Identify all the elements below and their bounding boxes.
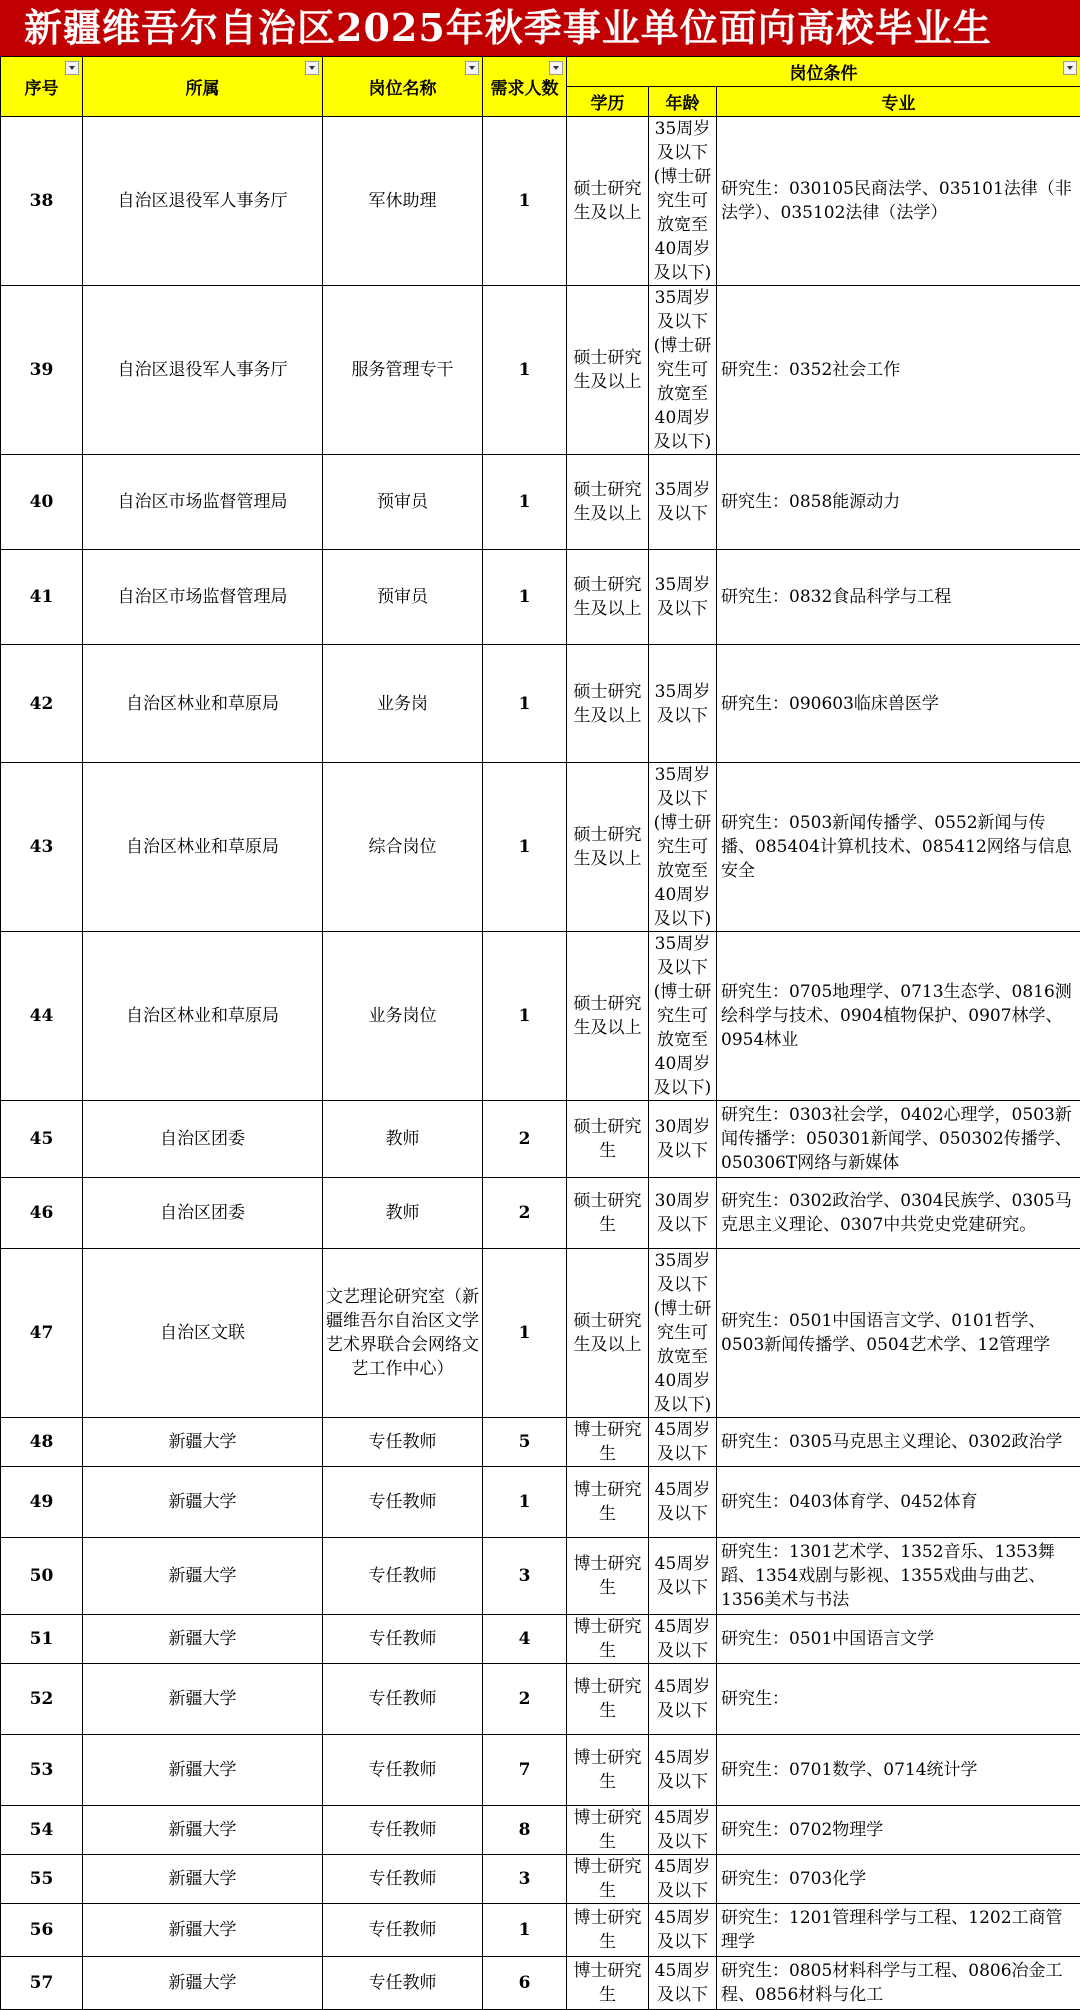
row-number: 57 bbox=[1, 1957, 83, 2010]
header-conditions: 岗位条件 bbox=[567, 57, 1080, 87]
table-row bbox=[1, 1735, 1080, 1806]
headcount-cell: 2 bbox=[483, 1664, 567, 1735]
department-cell: 新疆大学 bbox=[83, 1538, 323, 1615]
headcount-cell: 1 bbox=[483, 117, 567, 286]
row-number: 50 bbox=[1, 1538, 83, 1615]
major-cell: 研究生：0503新闻传播学、0552新闻与传播、085404计算机技术、085412网络与信息安全 bbox=[717, 763, 1080, 932]
table-row bbox=[1, 1178, 1080, 1249]
row-number: 45 bbox=[1, 1101, 83, 1178]
age-cell: 45周岁及以下 bbox=[649, 1806, 717, 1855]
age-cell: 45周岁及以下 bbox=[649, 1855, 717, 1904]
age-cell: 35周岁及以下 bbox=[649, 455, 717, 550]
post-name-cell: 专任教师 bbox=[323, 1806, 483, 1855]
education-cell: 博士研究生 bbox=[567, 1904, 649, 1957]
headcount-cell: 1 bbox=[483, 1904, 567, 1957]
education-cell: 博士研究生 bbox=[567, 1735, 649, 1806]
row-number: 53 bbox=[1, 1735, 83, 1806]
headcount-cell: 7 bbox=[483, 1735, 567, 1806]
headcount-cell: 2 bbox=[483, 1178, 567, 1249]
education-cell: 博士研究生 bbox=[567, 1418, 649, 1467]
header-age: 年龄 bbox=[649, 87, 717, 117]
department-cell: 新疆大学 bbox=[83, 1467, 323, 1538]
major-cell: 研究生：0302政治学、0304民族学、0305马克思主义理论、0307中共党史党建研究。 bbox=[717, 1178, 1080, 1249]
department-cell: 自治区团委 bbox=[83, 1101, 323, 1178]
table-row bbox=[1, 286, 1080, 455]
age-cell: 45周岁及以下 bbox=[649, 1904, 717, 1957]
department-cell: 自治区团委 bbox=[83, 1178, 323, 1249]
age-cell: 45周岁及以下 bbox=[649, 1467, 717, 1538]
table-row bbox=[1, 1249, 1080, 1418]
page-title: 新疆维吾尔自治区2025年秋季事业单位面向高校毕业生 bbox=[0, 0, 1080, 56]
headcount-cell: 1 bbox=[483, 763, 567, 932]
age-cell: 45周岁及以下 bbox=[649, 1538, 717, 1615]
major-cell: 研究生： bbox=[717, 1664, 1080, 1735]
post-name-cell: 业务岗位 bbox=[323, 932, 483, 1101]
headcount-cell: 1 bbox=[483, 455, 567, 550]
major-cell: 研究生：0305马克思主义理论、0302政治学 bbox=[717, 1418, 1080, 1467]
table-row bbox=[1, 1101, 1080, 1178]
age-cell: 45周岁及以下 bbox=[649, 1664, 717, 1735]
post-name-cell: 预审员 bbox=[323, 550, 483, 645]
headcount-cell: 1 bbox=[483, 645, 567, 763]
age-cell: 35周岁及以下(博士研究生可放宽至40周岁及以下) bbox=[649, 932, 717, 1101]
education-cell: 硕士研究生 bbox=[567, 1178, 649, 1249]
table-row bbox=[1, 455, 1080, 550]
row-number: 55 bbox=[1, 1855, 83, 1904]
table-row bbox=[1, 117, 1080, 286]
headcount-cell: 1 bbox=[483, 550, 567, 645]
table-row bbox=[1, 1904, 1080, 1957]
header-edu: 学历 bbox=[567, 87, 649, 117]
row-number: 47 bbox=[1, 1249, 83, 1418]
header-major: 专业 bbox=[717, 87, 1080, 117]
major-cell: 研究生：030105民商法学、035101法律（非法学）、035102法律（法学） bbox=[717, 117, 1080, 286]
age-cell: 35周岁及以下 bbox=[649, 645, 717, 763]
department-cell: 自治区退役军人事务厅 bbox=[83, 117, 323, 286]
education-cell: 博士研究生 bbox=[567, 1957, 649, 2010]
department-cell: 新疆大学 bbox=[83, 1855, 323, 1904]
table-row bbox=[1, 1806, 1080, 1855]
headcount-cell: 4 bbox=[483, 1615, 567, 1664]
table-row bbox=[1, 1538, 1080, 1615]
post-name-cell: 专任教师 bbox=[323, 1904, 483, 1957]
age-cell: 45周岁及以下 bbox=[649, 1615, 717, 1664]
row-number: 52 bbox=[1, 1664, 83, 1735]
education-cell: 硕士研究生及以上 bbox=[567, 550, 649, 645]
department-cell: 自治区市场监督管理局 bbox=[83, 455, 323, 550]
filter-dropdown-icon[interactable] bbox=[1063, 61, 1077, 75]
education-cell: 硕士研究生及以上 bbox=[567, 455, 649, 550]
table-row bbox=[1, 1418, 1080, 1467]
department-cell: 新疆大学 bbox=[83, 1615, 323, 1664]
major-cell: 研究生：0501中国语言文学 bbox=[717, 1615, 1080, 1664]
post-name-cell: 业务岗 bbox=[323, 645, 483, 763]
department-cell: 新疆大学 bbox=[83, 1735, 323, 1806]
row-number: 44 bbox=[1, 932, 83, 1101]
post-name-cell: 文艺理论研究室（新疆维吾尔自治区文学艺术界联合会网络文艺工作中心） bbox=[323, 1249, 483, 1418]
age-cell: 35周岁及以下(博士研究生可放宽至40周岁及以下) bbox=[649, 763, 717, 932]
post-name-cell: 专任教师 bbox=[323, 1467, 483, 1538]
department-cell: 自治区林业和草原局 bbox=[83, 932, 323, 1101]
headcount-cell: 2 bbox=[483, 1101, 567, 1178]
post-name-cell: 预审员 bbox=[323, 455, 483, 550]
major-cell: 研究生：0832食品科学与工程 bbox=[717, 550, 1080, 645]
row-number: 41 bbox=[1, 550, 83, 645]
row-number: 46 bbox=[1, 1178, 83, 1249]
post-name-cell: 专任教师 bbox=[323, 1957, 483, 2010]
table-row bbox=[1, 1615, 1080, 1664]
post-name-cell: 专任教师 bbox=[323, 1855, 483, 1904]
table-row bbox=[1, 645, 1080, 763]
filter-dropdown-icon[interactable] bbox=[465, 61, 479, 75]
education-cell: 硕士研究生及以上 bbox=[567, 286, 649, 455]
age-cell: 35周岁及以下(博士研究生可放宽至40周岁及以下) bbox=[649, 117, 717, 286]
age-cell: 30周岁及以下 bbox=[649, 1101, 717, 1178]
major-cell: 研究生：1201管理科学与工程、1202工商管理学 bbox=[717, 1904, 1080, 1957]
age-cell: 45周岁及以下 bbox=[649, 1735, 717, 1806]
age-cell: 35周岁及以下(博士研究生可放宽至40周岁及以下) bbox=[649, 1249, 717, 1418]
filter-dropdown-icon[interactable] bbox=[65, 61, 79, 75]
post-name-cell: 专任教师 bbox=[323, 1615, 483, 1664]
post-name-cell: 专任教师 bbox=[323, 1664, 483, 1735]
row-number: 48 bbox=[1, 1418, 83, 1467]
post-name-cell: 专任教师 bbox=[323, 1735, 483, 1806]
table-row bbox=[1, 1664, 1080, 1735]
department-cell: 自治区文联 bbox=[83, 1249, 323, 1418]
education-cell: 硕士研究生及以上 bbox=[567, 1249, 649, 1418]
header-post: 岗位名称 bbox=[323, 57, 483, 117]
education-cell: 硕士研究生及以上 bbox=[567, 932, 649, 1101]
row-number: 39 bbox=[1, 286, 83, 455]
department-cell: 新疆大学 bbox=[83, 1957, 323, 2010]
table-row bbox=[1, 1467, 1080, 1538]
major-cell: 研究生：0403体育学、0452体育 bbox=[717, 1467, 1080, 1538]
department-cell: 自治区退役军人事务厅 bbox=[83, 286, 323, 455]
department-cell: 新疆大学 bbox=[83, 1806, 323, 1855]
headcount-cell: 1 bbox=[483, 932, 567, 1101]
education-cell: 博士研究生 bbox=[567, 1467, 649, 1538]
row-number: 43 bbox=[1, 763, 83, 932]
row-number: 38 bbox=[1, 117, 83, 286]
major-cell: 研究生：0703化学 bbox=[717, 1855, 1080, 1904]
table-row bbox=[1, 932, 1080, 1101]
post-name-cell: 教师 bbox=[323, 1178, 483, 1249]
major-cell: 研究生：0702物理学 bbox=[717, 1806, 1080, 1855]
department-cell: 新疆大学 bbox=[83, 1664, 323, 1735]
department-cell: 自治区林业和草原局 bbox=[83, 763, 323, 932]
table-row bbox=[1, 1855, 1080, 1904]
education-cell: 博士研究生 bbox=[567, 1615, 649, 1664]
department-cell: 新疆大学 bbox=[83, 1418, 323, 1467]
major-cell: 研究生：0303社会学，0402心理学，0503新闻传播学：050301新闻学、050302传播学、050306T网络与新媒体 bbox=[717, 1101, 1080, 1178]
post-name-cell: 综合岗位 bbox=[323, 763, 483, 932]
education-cell: 硕士研究生及以上 bbox=[567, 117, 649, 286]
header-no: 序号 bbox=[1, 57, 83, 117]
row-number: 42 bbox=[1, 645, 83, 763]
headcount-cell: 6 bbox=[483, 1957, 567, 2010]
headcount-cell: 8 bbox=[483, 1806, 567, 1855]
age-cell: 45周岁及以下 bbox=[649, 1418, 717, 1467]
row-number: 56 bbox=[1, 1904, 83, 1957]
table-row bbox=[1, 550, 1080, 645]
post-name-cell: 专任教师 bbox=[323, 1538, 483, 1615]
major-cell: 研究生：0705地理学、0713生态学、0816测绘科学与技术、0904植物保护、0907林学、0954林业 bbox=[717, 932, 1080, 1101]
headcount-cell: 1 bbox=[483, 1249, 567, 1418]
major-cell: 研究生：0352社会工作 bbox=[717, 286, 1080, 455]
headcount-cell: 3 bbox=[483, 1855, 567, 1904]
major-cell: 研究生：0858能源动力 bbox=[717, 455, 1080, 550]
post-name-cell: 服务管理专干 bbox=[323, 286, 483, 455]
department-cell: 自治区市场监督管理局 bbox=[83, 550, 323, 645]
table-row bbox=[1, 1957, 1080, 2010]
table-row bbox=[1, 763, 1080, 932]
headcount-cell: 1 bbox=[483, 286, 567, 455]
major-cell: 研究生：1301艺术学、1352音乐、1353舞蹈、1354戏剧与影视、1355戏曲与曲艺、1356美术与书法 bbox=[717, 1538, 1080, 1615]
age-cell: 35周岁及以下(博士研究生可放宽至40周岁及以下) bbox=[649, 286, 717, 455]
education-cell: 硕士研究生及以上 bbox=[567, 763, 649, 932]
major-cell: 研究生：0805材料科学与工程、0806冶金工程、0856材料与化工 bbox=[717, 1957, 1080, 2010]
row-number: 54 bbox=[1, 1806, 83, 1855]
recruitment-table bbox=[0, 56, 1080, 2010]
row-number: 49 bbox=[1, 1467, 83, 1538]
header-count: 需求人数 bbox=[483, 57, 567, 117]
education-cell: 硕士研究生及以上 bbox=[567, 645, 649, 763]
age-cell: 35周岁及以下 bbox=[649, 550, 717, 645]
major-cell: 研究生：0701数学、0714统计学 bbox=[717, 1735, 1080, 1806]
age-cell: 45周岁及以下 bbox=[649, 1957, 717, 2010]
department-cell: 自治区林业和草原局 bbox=[83, 645, 323, 763]
education-cell: 博士研究生 bbox=[567, 1855, 649, 1904]
education-cell: 硕士研究生 bbox=[567, 1101, 649, 1178]
headcount-cell: 3 bbox=[483, 1538, 567, 1615]
education-cell: 博士研究生 bbox=[567, 1664, 649, 1735]
major-cell: 研究生：090603临床兽医学 bbox=[717, 645, 1080, 763]
header-dept: 所属 bbox=[83, 57, 323, 117]
education-cell: 博士研究生 bbox=[567, 1538, 649, 1615]
post-name-cell: 军休助理 bbox=[323, 117, 483, 286]
filter-dropdown-icon[interactable] bbox=[549, 61, 563, 75]
major-cell: 研究生：0501中国语言文学、0101哲学、0503新闻传播学、0504艺术学、12管理学 bbox=[717, 1249, 1080, 1418]
row-number: 51 bbox=[1, 1615, 83, 1664]
filter-dropdown-icon[interactable] bbox=[305, 61, 319, 75]
headcount-cell: 1 bbox=[483, 1467, 567, 1538]
row-number: 40 bbox=[1, 455, 83, 550]
post-name-cell: 专任教师 bbox=[323, 1418, 483, 1467]
headcount-cell: 5 bbox=[483, 1418, 567, 1467]
age-cell: 30周岁及以下 bbox=[649, 1178, 717, 1249]
post-name-cell: 教师 bbox=[323, 1101, 483, 1178]
education-cell: 博士研究生 bbox=[567, 1806, 649, 1855]
department-cell: 新疆大学 bbox=[83, 1904, 323, 1957]
